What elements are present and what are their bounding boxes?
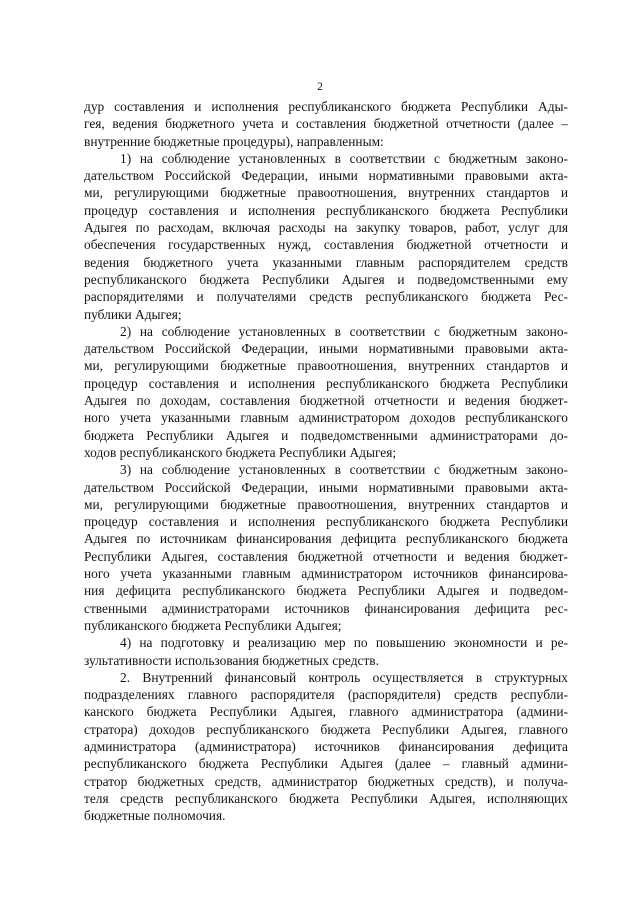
text-line: ния дефицита республиканского бюджета Республики Адыгея и подведом- xyxy=(84,583,568,599)
text-line: внутренние бюджетные процедуры), направленным: xyxy=(84,133,384,149)
text-line: Адыгея по источникам финансирования дефицита республиканского бюджета xyxy=(84,531,568,547)
text-line: ведения бюджетного учета указанными главным распорядителем средств xyxy=(84,254,568,270)
text-line: Адыгея по доходам, составления бюджетной отчетности и ведения бюджет- xyxy=(84,393,568,409)
text-line: ходов республиканского бюджета Республики Адыгея; xyxy=(84,444,397,460)
text-line: распорядителями и получателями средств республиканского бюджета Рес- xyxy=(84,289,568,305)
text-line: процедур составления и исполнения республиканского бюджета Республики xyxy=(84,202,568,218)
text-line: ного учета указанными главным администратором источников финансирова- xyxy=(84,566,568,582)
text-line: дательством Российской Федерации, иными нормативными правовыми акта- xyxy=(84,341,568,357)
text-line: обеспечения государственных нужд, составления бюджетной отчетности и xyxy=(84,237,568,253)
text-line: бюджетные полномочия. xyxy=(84,808,226,824)
text-line: 2) на соблюдение установленных в соответствии с бюджетным законо- xyxy=(120,323,568,339)
text-line: публики Адыгея; xyxy=(84,306,182,322)
text-line: 3) на соблюдение установленных в соответствии с бюджетным законо- xyxy=(120,462,568,478)
text-line: ного учета указанными главным администратором доходов республиканского xyxy=(84,410,568,426)
text-line: процедур составления и исполнения республиканского бюджета Республики xyxy=(84,514,568,530)
text-line: стратора) доходов республиканского бюджета Республики Адыгея, главного xyxy=(84,721,568,737)
text-line: республиканского бюджета Республики Адыгея (далее – главный админи- xyxy=(84,756,568,772)
text-line: гея, ведения бюджетного учета и составления бюджетной отчетности (далее – xyxy=(84,116,568,132)
text-line: подразделениях главного распорядителя (распорядителя) средств республи- xyxy=(84,687,568,703)
text-line: ми, регулирующими бюджетные правоотношения, внутренних стандартов и xyxy=(84,358,568,374)
text-line: дательством Российской Федерации, иными нормативными правовыми акта- xyxy=(84,479,568,495)
text-line: публиканского бюджета Республики Адыгея; xyxy=(84,617,342,633)
text-line: ственными администраторами источников финансирования дефицита рес- xyxy=(84,600,568,616)
text-line: ми, регулирующими бюджетные правоотношения, внутренних стандартов и xyxy=(84,185,568,201)
text-line: процедур составления и исполнения республиканского бюджета Республики xyxy=(84,375,568,391)
text-line: дур составления и исполнения республиканского бюджета Республики Ады- xyxy=(84,99,568,114)
text-line: республиканского бюджета Республики Адыгея и подведомственными ему xyxy=(84,271,568,287)
text-line: дательством Российской Федерации, иными нормативными правовыми акта- xyxy=(84,168,568,184)
document-body xyxy=(84,98,568,824)
text-line: 1) на соблюдение установленных в соответствии с бюджетным законо- xyxy=(120,150,568,166)
text-line: теля средств республиканского бюджета Республики Адыгея, исполняющих xyxy=(84,790,568,806)
text-line: Адыгея по расходам, включая расходы на закупку товаров, работ, услуг для xyxy=(84,220,568,236)
text-line: 4) на подготовку и реализацию мер по повышению экономности и ре- xyxy=(120,635,568,651)
text-line: стратор бюджетных средств, администратор бюджетных средств), и получа- xyxy=(84,773,568,789)
text-line: зультативности использования бюджетных средств. xyxy=(84,652,379,668)
text-line: Республики Адыгея, составления бюджетной отчетности и ведения бюджет- xyxy=(84,548,568,564)
text-line: бюджета Республики Адыгея и подведомственными администраторами до- xyxy=(84,427,568,443)
text-line: 2. Внутренний финансовый контроль осуществляется в структурных xyxy=(120,669,568,685)
text-line: администратора (администратора) источников финансирования дефицита xyxy=(84,738,568,754)
text-line: канского бюджета Республики Адыгея, главного администратора (админи- xyxy=(84,704,568,720)
text-line: ми, регулирующими бюджетные правоотношения, внутренних стандартов и xyxy=(84,496,568,512)
page-number: 2 xyxy=(317,81,323,93)
